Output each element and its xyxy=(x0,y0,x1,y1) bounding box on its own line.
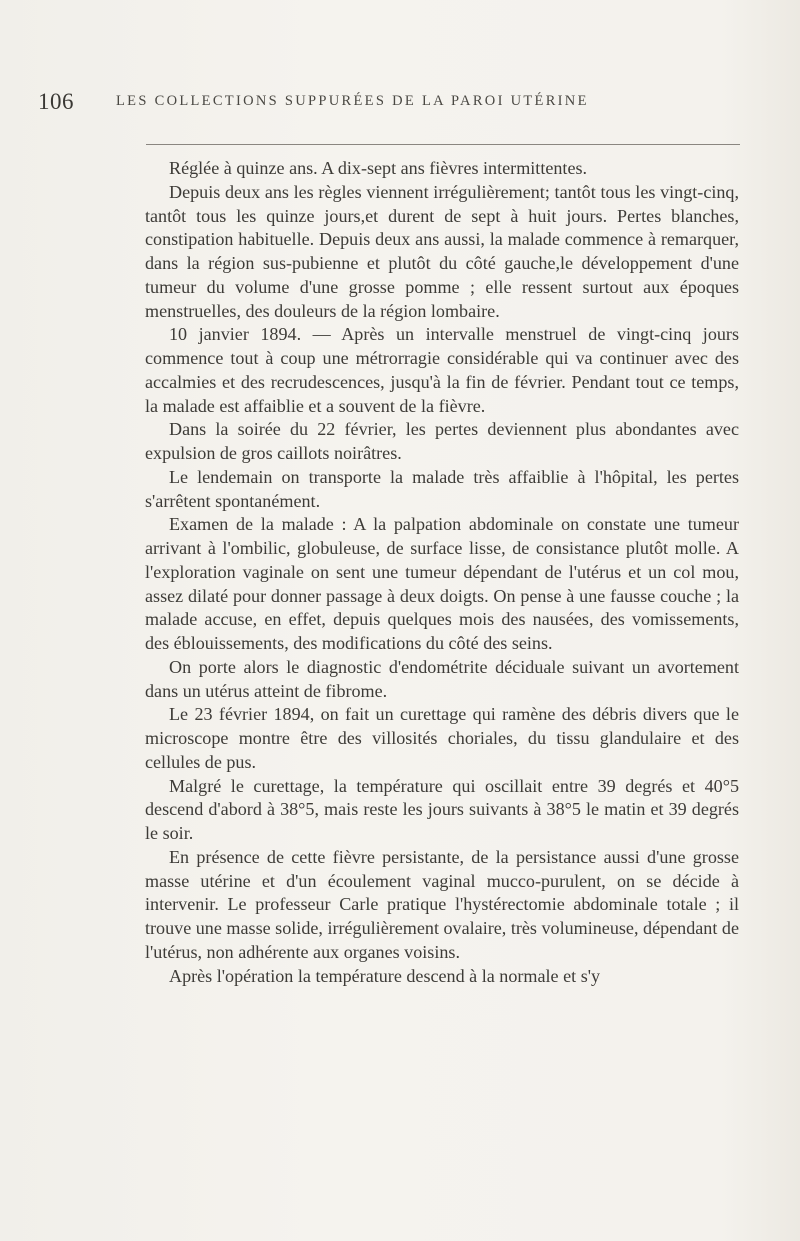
page-number: 106 xyxy=(38,89,74,114)
paragraph: Après l'opération la température descend à la normale et s'y xyxy=(169,965,601,986)
paragraph: Le lendemain on transporte la malade très affaiblie à l'hôpital, les pertes s'arrêtent spontanément. xyxy=(145,466,739,511)
paragraph: Réglée à quinze ans. A dix-sept ans fièvres intermittentes. xyxy=(169,158,588,178)
paragraph: Depuis deux ans les règles viennent irrégulièrement; tantôt tous les vingt-cinq, tantôt tous les quinze jours,et durent de sept à huit jours. Pertes blanches, constipation habituelle. Depuis deux ans aussi, la malade commence à remarquer, dans la région sus-pubienne et plutôt du côté gauche,le développement d'une tumeur du volume d'une grosse pomme ; elle ressent surtout aux époques menstruelles, des douleurs de la région lombaire. xyxy=(145,181,739,321)
paragraph: Le 23 février 1894, on fait un curettage qui ramène des débris divers que le microscope montre être des villosités choriales, du tissu glandulaire et des cellules de pus. xyxy=(145,704,739,772)
body-text xyxy=(145,157,739,988)
page-header xyxy=(38,89,738,121)
paragraph: On porte alors le diagnostic d'endométrite déciduale suivant un avortement dans un utérus atteint de fibrome. xyxy=(145,656,739,701)
paragraph: Examen de la malade : A la palpation abdominale on constate une tumeur arrivant à l'ombilic, globuleuse, de surface lisse, de consistance plutôt molle. A l'exploration vaginale on sent une tumeur dépendant de l'utérus et un col mou, assez dilaté pour donner passage à deux doigts. On pense à une fausse couche ; la malade accuse, en effet, depuis quelques mois des nausées, des vomissements, des éblouissements, des modifications du côté des seins. xyxy=(145,514,739,653)
header-rule xyxy=(146,144,740,145)
paragraph: Dans la soirée du 22 février, les pertes deviennent plus abondantes avec expulsion de gros caillots noirâtres. xyxy=(145,419,739,463)
running-title: LES COLLECTIONS SUPPURÉES DE LA PAROI UTÉRINE xyxy=(116,93,589,109)
paragraph: En présence de cette fièvre persistante, de la persistance aussi d'une grosse masse utérine et d'un écoulement vaginal mucco-purulent, on se décide à intervenir. Le professeur Carle pratique l'hystérectomie abdominale totale ; il trouve une masse solide, irrégulièrement ovalaire, très volumineuse, dépendant de l'utérus, non adhérente aux organes voisins. xyxy=(145,846,739,962)
paragraph: 10 janvier 1894. — Après un intervalle menstruel de vingt-cinq jours commence tout à coup une métrorragie considérable qui va continuer avec des accalmies et des recrudescences, jusqu'à la fin de février. Pendant tout ce temps, la malade est affaiblie et a souvent de la fièvre. xyxy=(145,324,739,416)
paragraph: Malgré le curettage, la température qui oscillait entre 39 degrés et 40°5 descend d'abord à 38°5, mais reste les jours suivants à 38°5 le matin et 39 degrés le soir. xyxy=(145,775,739,843)
